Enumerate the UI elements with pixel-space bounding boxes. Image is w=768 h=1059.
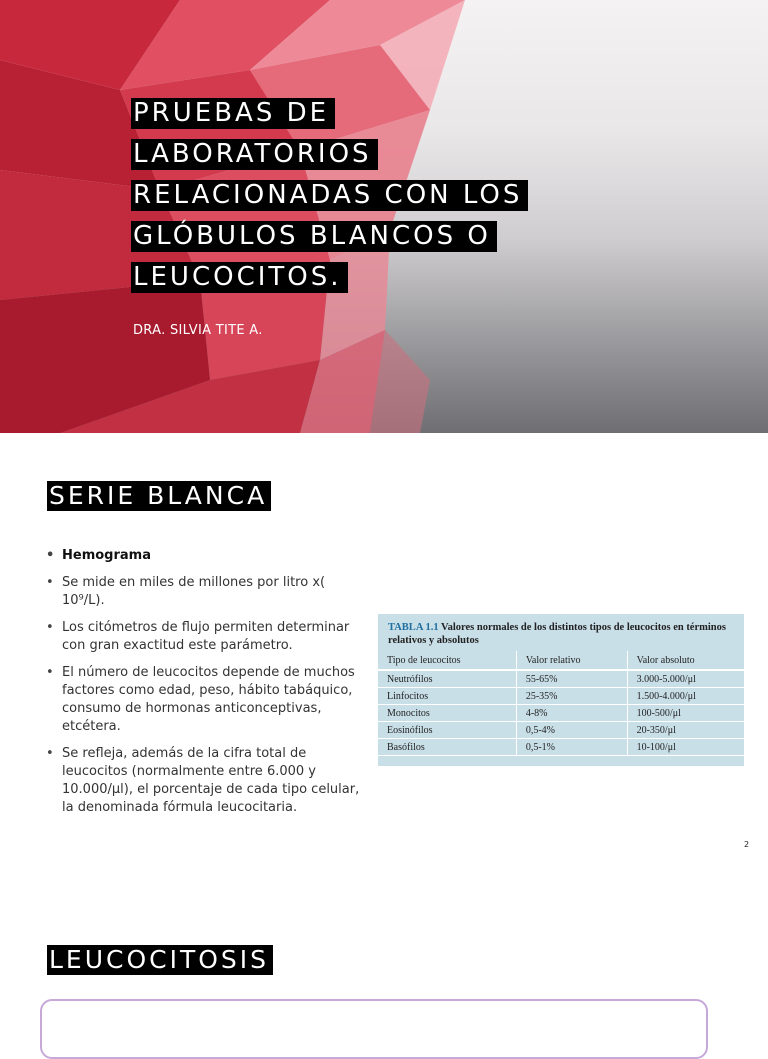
serie-blanca-slide: [0, 433, 768, 903]
table-cell: 55-65%: [516, 670, 627, 688]
table-cell: 4-8%: [516, 705, 627, 722]
table-row: [378, 705, 744, 722]
table-caption-text: Valores normales de los distintos tipos de leucocitos en términos relativos y absolutos: [388, 622, 726, 646]
table-cell: 3.000-5.000/μl: [627, 670, 744, 688]
table-cell: Linfocitos: [378, 688, 516, 705]
data-table: [378, 651, 744, 756]
slide-heading: LEUCOCITOSIS: [47, 945, 273, 975]
table-cell: Basófilos: [378, 739, 516, 756]
title-line: LABORATORIOS: [131, 139, 378, 170]
table-header-row: [378, 651, 744, 670]
table-cell: 0,5-4%: [516, 722, 627, 739]
list-item: • Los citómetros de flujo permiten determinar con gran exactitud este parámetro.: [46, 619, 364, 655]
leukocyte-values-table: [378, 614, 744, 766]
title-line: LEUCOCITOS.: [131, 262, 348, 293]
table-cell: 25-35%: [516, 688, 627, 705]
table-row: [378, 670, 744, 688]
title-line: RELACIONADAS CON LOS: [131, 180, 528, 211]
title-line: PRUEBAS DE: [131, 98, 335, 129]
table-cell: 100-500/μl: [627, 705, 744, 722]
list-item: • Se refleja, además de la cifra total de leucocitos (normalmente entre 6.000 y 10.000/μl), el porcentaje de cada tipo celular, la denominada fórmula leucocitaria.: [46, 745, 364, 817]
table-row: [378, 688, 744, 705]
column-header: Tipo de leucocitos: [378, 651, 516, 670]
title-slide: [0, 0, 768, 433]
title-block: [131, 98, 528, 303]
page-number: 2: [744, 840, 750, 849]
table-caption: [378, 614, 744, 647]
table-cell: 1.500-4.000/μl: [627, 688, 744, 705]
table-row: [378, 722, 744, 739]
list-item: • Se mide en miles de millones por litro x( 10⁹/L).: [46, 574, 364, 610]
bullet-list: [46, 547, 364, 826]
leucocitosis-slide: [0, 903, 768, 1024]
table-cell: 0,5-1%: [516, 739, 627, 756]
title-line: GLÓBULOS BLANCOS O: [131, 221, 497, 252]
table-cell: 10-100/μl: [627, 739, 744, 756]
table-row: [378, 739, 744, 756]
table-cell: Eosinófilos: [378, 722, 516, 739]
table-cell: Monocitos: [378, 705, 516, 722]
slide-heading: SERIE BLANCA: [47, 481, 271, 511]
column-header: Valor absoluto: [627, 651, 744, 670]
table-cell: 20-350/μl: [627, 722, 744, 739]
list-item: • El número de leucocitos depende de muchos factores como edad, peso, hábito tabáquico, consumo de hormonas anticonceptivas, etcétera.: [46, 664, 364, 736]
table-cell: Neutrófilos: [378, 670, 516, 688]
author-subtitle: DRA. SILVIA TITE A.: [133, 323, 263, 338]
content-box: [40, 999, 708, 1059]
table-number: TABLA 1.1: [388, 622, 439, 633]
list-item: • Hemograma: [46, 547, 364, 565]
column-header: Valor relativo: [516, 651, 627, 670]
